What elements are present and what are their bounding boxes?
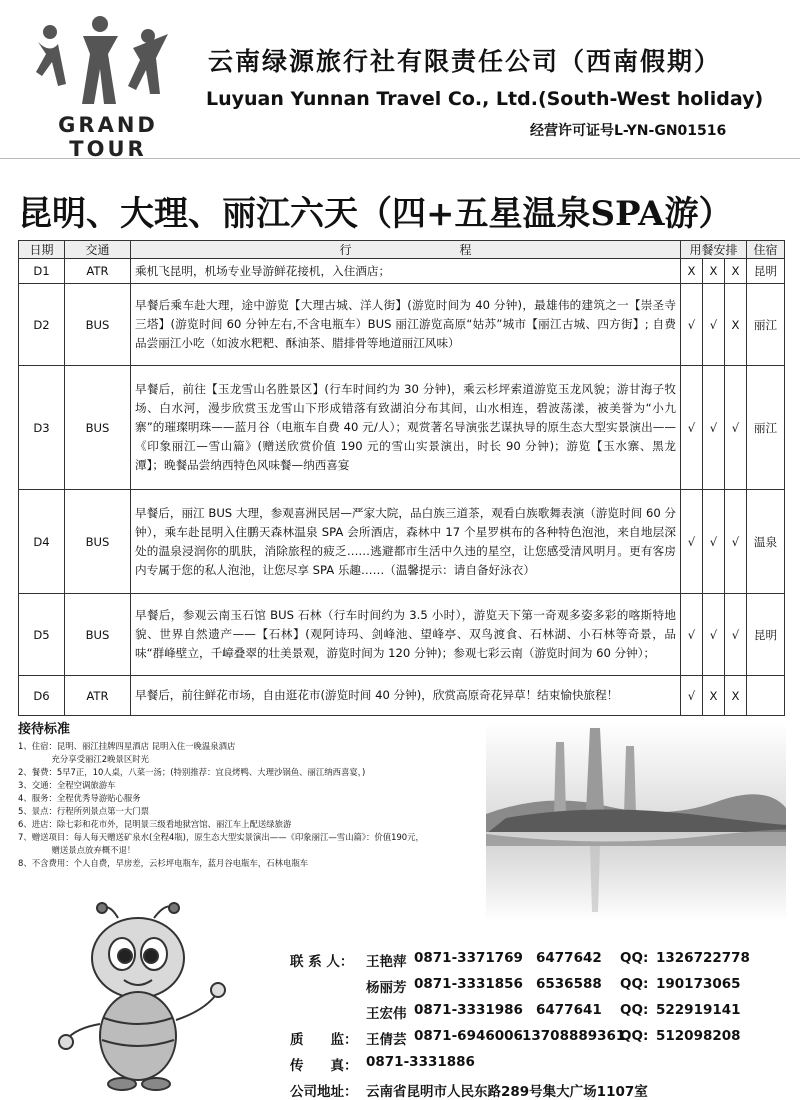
address-label: 公司地址：	[290, 1084, 358, 1100]
standards-item: 8、不含费用：个人自费，早房差，云杉坪电瓶车，蓝月谷电瓶车，石林电瓶车	[18, 858, 309, 868]
cell-day: D2	[19, 284, 65, 366]
supervisor-label: 质 监：	[290, 1032, 358, 1048]
cell-meal-breakfast: √	[681, 676, 703, 716]
cell-itinerary: 早餐后，参观云南玉石馆 BUS 石林（行车时间约为 3.5 小时），游览天下第一奇观多姿多彩的喀斯特地貌、世界自然遗产——【石林】(观阿诗玛、剑峰池、望峰亭、双鸟渡食、石林湖、小石林等奇景，品味“群峰壁立，千嶂叠翠的壮美景观，游览时间为 120 分钟)；参观七彩云南（游览时间为 60 分钟）；	[131, 594, 681, 676]
cell-day: D6	[19, 676, 65, 716]
supervisor-qq: 512098208	[656, 1028, 741, 1044]
contact-qq: 1326722778	[656, 950, 750, 966]
header-date: 日期	[19, 241, 65, 259]
contact-qq: 522919141	[656, 1002, 741, 1018]
contact-name: 王艳萍	[366, 954, 407, 970]
standards-heading: 接待标准	[18, 722, 71, 737]
header-hotel: 住宿	[747, 241, 785, 259]
table-row	[19, 284, 785, 366]
cell-meal-lunch: X	[703, 259, 725, 284]
table-row	[19, 676, 785, 716]
table-row	[19, 259, 785, 284]
cell-meal-dinner: X	[725, 284, 747, 366]
cell-meal-dinner: √	[725, 490, 747, 594]
standards-item: 4、服务：全程优秀导游贴心服务	[18, 793, 141, 803]
cell-hotel	[747, 676, 785, 716]
grand-tour-logo	[18, 14, 188, 161]
company-address: 云南省昆明市人民东路289号集大广场1107室	[366, 1084, 648, 1100]
cell-meal-lunch: √	[703, 366, 725, 490]
standards-item: 7、赠送项目：每人每天赠送矿泉水(全程4瓶)，原生态大型实景演出——《印象丽江—雪山篇》：价值190元，	[18, 832, 424, 842]
header-itinerary: 行 程	[131, 241, 681, 259]
standards-item: 3、交通：全程空调旅游车	[18, 780, 116, 790]
standards-item: 6、进店：除七彩和花市外，昆明景三级看地狱宫馆、丽江车上配送绿旅游	[18, 819, 292, 829]
cell-meal-lunch: √	[703, 284, 725, 366]
table-row	[19, 490, 785, 594]
cell-meal-dinner: √	[725, 594, 747, 676]
cell-meal-dinner: X	[725, 259, 747, 284]
cell-itinerary: 早餐后，前往【玉龙雪山名胜景区】(行车时间约为 30 分钟)，乘云杉坪索道游览玉龙风貌；游甘海子牧场、白水河，漫步欣赏玉龙雪山下形成错落有致湖泊分布其间，山水相连，碧波荡漾，被美誉为“小九寨”的璀璨明珠——蓝月谷（电瓶车自费 40 元/人）；观赏著名导演张艺谋执导的原生态大型实景演出——《印象丽江—雪山篇》(赠送欣赏价值 190 元的雪山实景演出，时长 90 分钟)；游览【玉水寨、黑龙潭】；晚餐品尝纳西特色风味餐—纳西喜宴	[131, 366, 681, 490]
cell-hotel: 温泉	[747, 490, 785, 594]
cell-meal-breakfast: √	[681, 490, 703, 594]
standards-item: 5、景点：行程所列景点第一大门票	[18, 806, 149, 816]
cell-hotel: 丽江	[747, 366, 785, 490]
company-name-cn: 云南绿源旅行社有限责任公司（西南假期）	[208, 47, 722, 76]
supervisor-qq-label: QQ:	[620, 1028, 649, 1044]
cell-meal-breakfast: √	[681, 366, 703, 490]
cell-transport: ATR	[65, 259, 131, 284]
contact-qq-label: QQ:	[620, 950, 649, 966]
table-header-row	[19, 241, 785, 259]
contact-tel: 0871-3331986	[414, 1002, 523, 1018]
contact-qq: 190173065	[656, 976, 741, 992]
cell-transport: BUS	[65, 490, 131, 594]
cell-transport: ATR	[65, 676, 131, 716]
standards-item: 充分享受丽江2晚景区时光	[18, 754, 149, 764]
contact-tel2: 6536588	[536, 976, 602, 992]
contact-qq-label: QQ:	[620, 1002, 649, 1018]
table-row	[19, 594, 785, 676]
cell-transport: BUS	[65, 594, 131, 676]
cell-meal-lunch: X	[703, 676, 725, 716]
pagoda-lake-photo	[486, 722, 786, 922]
fax-label: 传 真：	[290, 1058, 358, 1074]
supervisor-tel: 0871-6946006	[414, 1028, 523, 1044]
contact-label: 联 系 人：	[290, 954, 354, 970]
standards-item: 赠送景点放弃概不退！	[18, 845, 136, 855]
cell-itinerary: 早餐后，丽江 BUS 大理，参观喜洲民居—严家大院，品白族三道茶，观看白族歌舞表演（游览时间 60 分钟），乘车赴昆明入住鹏天森林温泉 SPA 会所酒店，森林中 17 个星罗棋布的各种特色泡池，来自地层深处的温泉浸润你的肌肤，消除旅程的疲乏……逃避都市生活中久违的星空，让您感受清风明月。更有客房内专属于您的私人泡池，让您尽享 SPA 乐趣……（温馨提示：请自备好泳衣）	[131, 490, 681, 594]
standards-item: 2、餐费：5早7正，10人桌，八菜一汤；(特别推荐：宜良烤鸭、大理沙锅鱼、丽江纳西喜宴，)	[18, 767, 366, 777]
fax-number: 0871-3331886	[366, 1054, 475, 1070]
contact-tel2: 6477641	[536, 1002, 602, 1018]
itinerary-table	[18, 240, 785, 716]
cell-day: D3	[19, 366, 65, 490]
table-row	[19, 366, 785, 490]
cell-meal-lunch: √	[703, 490, 725, 594]
cell-hotel: 丽江	[747, 284, 785, 366]
header	[0, 0, 800, 159]
contact-name: 杨丽芳	[366, 980, 407, 996]
logo-text-tour: TOUR	[69, 137, 147, 161]
bee-mascot-icon	[58, 900, 228, 1092]
contact-tel2: 6477642	[536, 950, 602, 966]
header-meals: 用餐安排	[681, 241, 747, 259]
header-transport: 交通	[65, 241, 131, 259]
cell-meal-dinner: √	[725, 366, 747, 490]
cell-hotel: 昆明	[747, 594, 785, 676]
cell-hotel: 昆明	[747, 259, 785, 284]
cell-meal-breakfast: √	[681, 594, 703, 676]
cell-day: D5	[19, 594, 65, 676]
cell-meal-dinner: X	[725, 676, 747, 716]
supervisor-tel2: 13708889361	[522, 1028, 626, 1044]
cell-meal-breakfast: X	[681, 259, 703, 284]
figures-logo-icon	[28, 14, 178, 114]
contact-name: 王宏伟	[366, 1006, 407, 1022]
cell-itinerary: 乘机飞昆明，机场专业导游鲜花接机，入住酒店；	[131, 259, 681, 284]
standards-item: 1、住宿：昆明、丽江挂牌四星酒店 昆明入住一晚温泉酒店	[18, 741, 236, 751]
cell-day: D1	[19, 259, 65, 284]
license-number: 经营许可证号L-YN-GN01516	[530, 123, 727, 139]
cell-day: D4	[19, 490, 65, 594]
contact-tel: 0871-3371769	[414, 950, 523, 966]
service-standards	[18, 718, 538, 870]
contact-tel: 0871-3331856	[414, 976, 523, 992]
supervisor-name: 王倩芸	[366, 1032, 407, 1048]
contact-qq-label: QQ:	[620, 976, 649, 992]
cell-meal-breakfast: √	[681, 284, 703, 366]
cell-itinerary: 早餐后乘车赴大理，途中游览【大理古城、洋人街】(游览时间为 40 分钟)，最雄伟的建筑之一【崇圣寺三塔】(游览时间 60 分钟左右,不含电瓶车）BUS 丽江游览高原“姑苏”城市【丽江古城、四方街】; 自费品尝丽江小吃（如波水粑粑、酥油茶、腊排骨等地道丽江风味）	[131, 284, 681, 366]
cell-transport: BUS	[65, 284, 131, 366]
company-name-en: Luyuan Yunnan Travel Co., Ltd.(South-West holiday)	[206, 88, 764, 110]
cell-transport: BUS	[65, 366, 131, 490]
page-title: 昆明、大理、丽江六天（四+五星温泉SPA游）	[18, 194, 733, 234]
logo-text-grand: GRAND	[58, 113, 158, 137]
cell-meal-lunch: √	[703, 594, 725, 676]
cell-itinerary: 早餐后，前往鲜花市场，自由逛花市(游览时间 40 分钟)，欣赏高原奇花异草！结束愉快旅程！	[131, 676, 681, 716]
